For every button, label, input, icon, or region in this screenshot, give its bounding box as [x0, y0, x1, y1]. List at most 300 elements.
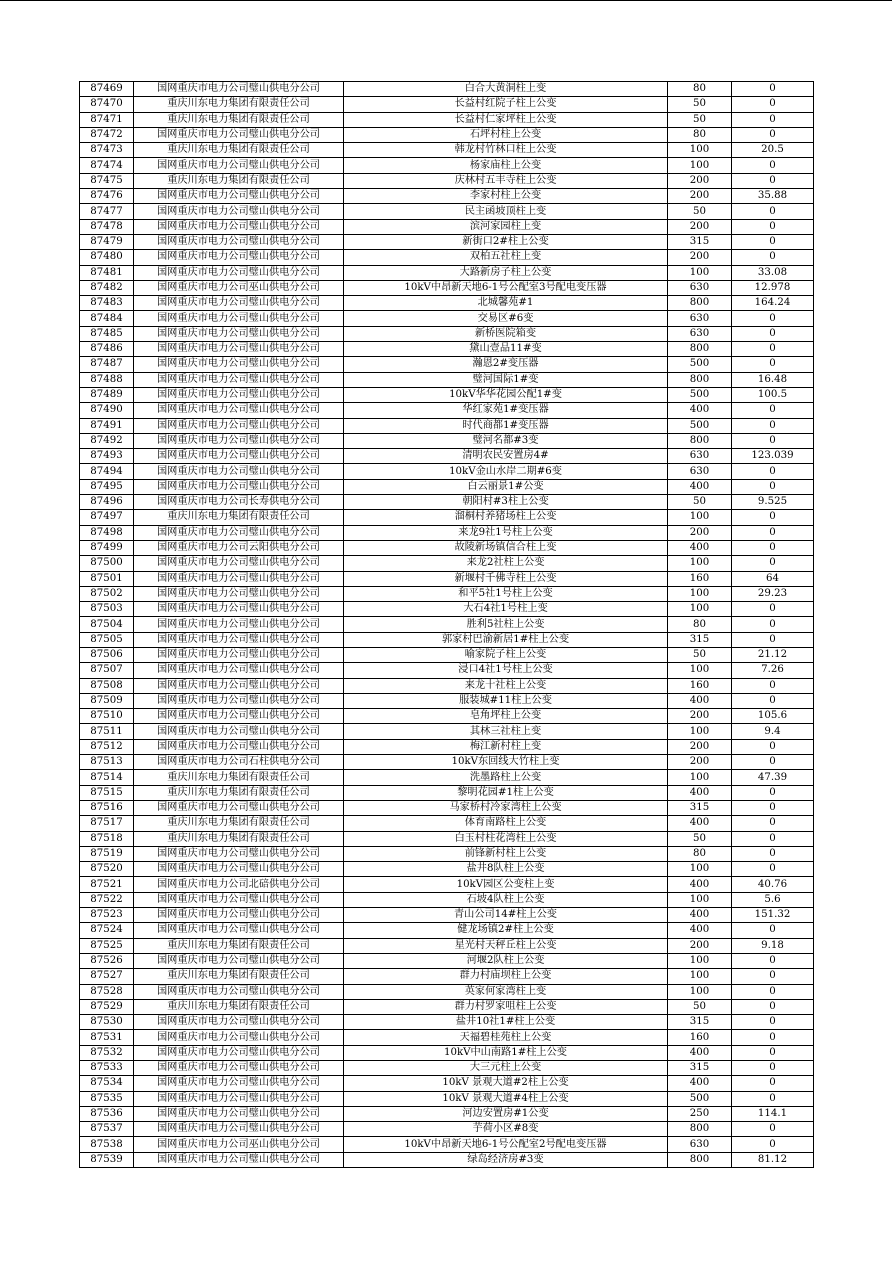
value-cell: 105.6: [732, 709, 814, 724]
transformer-name-cell: 长益村仁家坪柱上公变: [344, 112, 668, 127]
value-cell: 0: [732, 342, 814, 357]
row-id-cell: 87515: [80, 785, 134, 800]
capacity-cell: 100: [668, 892, 732, 907]
table-row: [80, 479, 814, 494]
table-row: [80, 969, 814, 984]
row-id-cell: 87498: [80, 525, 134, 540]
table-row: [80, 816, 814, 831]
table-row: [80, 999, 814, 1014]
value-cell: 0: [732, 357, 814, 372]
capacity-cell: 315: [668, 234, 732, 249]
table-row: [80, 265, 814, 280]
company-cell: 重庆川东电力集团有限责任公司: [134, 770, 344, 785]
capacity-cell: 80: [668, 617, 732, 632]
row-id-cell: 87522: [80, 892, 134, 907]
table-row: [80, 433, 814, 448]
transformer-name-cell: 滨河家园柱上变: [344, 219, 668, 234]
table-row: [80, 923, 814, 938]
capacity-cell: 200: [668, 709, 732, 724]
value-cell: 0: [732, 831, 814, 846]
transformer-name-cell: 和平5社1号柱上公变: [344, 586, 668, 601]
value-cell: 114.1: [732, 1106, 814, 1121]
row-id-cell: 87473: [80, 143, 134, 158]
capacity-cell: 50: [668, 495, 732, 510]
capacity-cell: 630: [668, 326, 732, 341]
table-row: [80, 97, 814, 112]
value-cell: 0: [732, 953, 814, 968]
row-id-cell: 87524: [80, 923, 134, 938]
capacity-cell: 100: [668, 265, 732, 280]
capacity-cell: 200: [668, 189, 732, 204]
row-id-cell: 87521: [80, 877, 134, 892]
capacity-cell: 315: [668, 800, 732, 815]
company-cell: 国网重庆市电力公司璧山供电分公司: [134, 586, 344, 601]
transformer-name-cell: 黎明花园#1柱上公变: [344, 785, 668, 800]
company-cell: 国网重庆市电力公司北碚供电分公司: [134, 877, 344, 892]
capacity-cell: 100: [668, 984, 732, 999]
table-row: [80, 1030, 814, 1045]
value-cell: 0: [732, 678, 814, 693]
company-cell: 国网重庆市电力公司云阳供电分公司: [134, 540, 344, 555]
row-id-cell: 87539: [80, 1152, 134, 1167]
transformer-name-cell: 天福碧桂苑柱上公变: [344, 1030, 668, 1045]
capacity-cell: 100: [668, 143, 732, 158]
value-cell: 0: [732, 82, 814, 97]
value-cell: 0: [732, 112, 814, 127]
value-cell: 33.08: [732, 265, 814, 280]
value-cell: 0: [732, 403, 814, 418]
table-row: [80, 296, 814, 311]
value-cell: 0: [732, 846, 814, 861]
table-row: [80, 953, 814, 968]
company-cell: 国网重庆市电力公司璧山供电分公司: [134, 908, 344, 923]
transformer-name-cell: 其林三社柱上变: [344, 724, 668, 739]
value-cell: 0: [732, 326, 814, 341]
value-cell: 40.76: [732, 877, 814, 892]
table-row: [80, 540, 814, 555]
table-row: [80, 342, 814, 357]
transformer-name-cell: 10kV中山南路1#柱上公变: [344, 1045, 668, 1060]
row-id-cell: 87526: [80, 953, 134, 968]
transformer-name-cell: 群力村罗家咀柱上公变: [344, 999, 668, 1014]
table-row: [80, 82, 814, 97]
transformer-name-cell: 盐井10社1#柱上公变: [344, 1015, 668, 1030]
row-id-cell: 87469: [80, 82, 134, 97]
row-id-cell: 87506: [80, 647, 134, 662]
transformer-name-cell: 10kV东回线大竹柱上变: [344, 755, 668, 770]
transformer-name-cell: 河堰2队柱上公变: [344, 953, 668, 968]
table-row: [80, 158, 814, 173]
row-id-cell: 87517: [80, 816, 134, 831]
table-row: [80, 831, 814, 846]
row-id-cell: 87516: [80, 800, 134, 815]
row-id-cell: 87527: [80, 969, 134, 984]
table-row: [80, 219, 814, 234]
company-cell: 国网重庆市电力公司璧山供电分公司: [134, 296, 344, 311]
row-id-cell: 87503: [80, 602, 134, 617]
row-id-cell: 87480: [80, 250, 134, 265]
transformer-name-cell: 溜桐村养猪场柱上公变: [344, 510, 668, 525]
capacity-cell: 200: [668, 938, 732, 953]
row-id-cell: 87528: [80, 984, 134, 999]
table-row: [80, 602, 814, 617]
table-row: [80, 127, 814, 142]
value-cell: 0: [732, 173, 814, 188]
transformer-name-cell: 浸口4社1号柱上公变: [344, 663, 668, 678]
value-cell: 100.5: [732, 387, 814, 402]
value-cell: 29.23: [732, 586, 814, 601]
company-cell: 国网重庆市电力公司璧山供电分公司: [134, 709, 344, 724]
transformer-name-cell: 芋荷小区#8变: [344, 1122, 668, 1137]
capacity-cell: 800: [668, 342, 732, 357]
value-cell: 0: [732, 1122, 814, 1137]
row-id-cell: 87511: [80, 724, 134, 739]
transformer-name-cell: 10kV 景观大道#2柱上公变: [344, 1076, 668, 1091]
capacity-cell: 630: [668, 1137, 732, 1152]
value-cell: 0: [732, 617, 814, 632]
row-id-cell: 87509: [80, 693, 134, 708]
transformer-name-cell: 交易区#6变: [344, 311, 668, 326]
capacity-cell: 800: [668, 372, 732, 387]
capacity-cell: 50: [668, 999, 732, 1014]
row-id-cell: 87481: [80, 265, 134, 280]
company-cell: 国网重庆市电力公司璧山供电分公司: [134, 189, 344, 204]
company-cell: 国网重庆市电力公司璧山供电分公司: [134, 1030, 344, 1045]
row-id-cell: 87501: [80, 571, 134, 586]
table-row: [80, 1091, 814, 1106]
table-row: [80, 632, 814, 647]
transformer-name-cell: 民主函坡顶柱上变: [344, 204, 668, 219]
row-id-cell: 87502: [80, 586, 134, 601]
capacity-cell: 100: [668, 663, 732, 678]
value-cell: 164.24: [732, 296, 814, 311]
value-cell: 0: [732, 693, 814, 708]
row-id-cell: 87523: [80, 908, 134, 923]
row-id-cell: 87520: [80, 862, 134, 877]
transformer-name-cell: 杨家庙柱上公变: [344, 158, 668, 173]
table-row: [80, 1137, 814, 1152]
table-row: [80, 724, 814, 739]
value-cell: 0: [732, 1137, 814, 1152]
table-row: [80, 908, 814, 923]
capacity-cell: 160: [668, 1030, 732, 1045]
value-cell: 0: [732, 433, 814, 448]
value-cell: 0: [732, 785, 814, 800]
table-row: [80, 250, 814, 265]
row-id-cell: 87484: [80, 311, 134, 326]
transformer-name-cell: 石坡4队柱上公变: [344, 892, 668, 907]
row-id-cell: 87519: [80, 846, 134, 861]
value-cell: 0: [732, 1076, 814, 1091]
row-id-cell: 87529: [80, 999, 134, 1014]
value-cell: 0: [732, 923, 814, 938]
transformer-table: [79, 81, 814, 1168]
capacity-cell: 100: [668, 510, 732, 525]
company-cell: 国网重庆市电力公司璧山供电分公司: [134, 234, 344, 249]
transformer-name-cell: 璧河名都#3变: [344, 433, 668, 448]
value-cell: 0: [732, 1091, 814, 1106]
company-cell: 国网重庆市电力公司璧山供电分公司: [134, 846, 344, 861]
capacity-cell: 315: [668, 1061, 732, 1076]
value-cell: 0: [732, 418, 814, 433]
company-cell: 国网重庆市电力公司巫山供电分公司: [134, 280, 344, 295]
value-cell: 9.525: [732, 495, 814, 510]
capacity-cell: 200: [668, 525, 732, 540]
capacity-cell: 630: [668, 464, 732, 479]
value-cell: 0: [732, 1045, 814, 1060]
transformer-name-cell: 星光村天秤丘柱上公变: [344, 938, 668, 953]
company-cell: 国网重庆市电力公司璧山供电分公司: [134, 265, 344, 280]
table-row: [80, 372, 814, 387]
value-cell: 81.12: [732, 1152, 814, 1167]
value-cell: 9.4: [732, 724, 814, 739]
transformer-name-cell: 瀚恩2#变压器: [344, 357, 668, 372]
row-id-cell: 87477: [80, 204, 134, 219]
value-cell: 0: [732, 510, 814, 525]
company-cell: 国网重庆市电力公司璧山供电分公司: [134, 632, 344, 647]
row-id-cell: 87494: [80, 464, 134, 479]
capacity-cell: 200: [668, 173, 732, 188]
value-cell: 16.48: [732, 372, 814, 387]
table-row: [80, 892, 814, 907]
value-cell: 7.26: [732, 663, 814, 678]
transformer-name-cell: 白云丽景1#公变: [344, 479, 668, 494]
company-cell: 国网重庆市电力公司璧山供电分公司: [134, 862, 344, 877]
transformer-name-cell: 健龙场镇2#柱上公变: [344, 923, 668, 938]
value-cell: 12.978: [732, 280, 814, 295]
table-row: [80, 1045, 814, 1060]
company-cell: 国网重庆市电力公司璧山供电分公司: [134, 693, 344, 708]
row-id-cell: 87483: [80, 296, 134, 311]
capacity-cell: 50: [668, 647, 732, 662]
row-id-cell: 87533: [80, 1061, 134, 1076]
transformer-name-cell: 青山公司14#柱上公变: [344, 908, 668, 923]
transformer-name-cell: 新街口2#柱上公变: [344, 234, 668, 249]
row-id-cell: 87507: [80, 663, 134, 678]
table-row: [80, 143, 814, 158]
capacity-cell: 800: [668, 1152, 732, 1167]
table-row: [80, 647, 814, 662]
row-id-cell: 87489: [80, 387, 134, 402]
value-cell: 0: [732, 525, 814, 540]
transformer-name-cell: 来龙2社柱上公变: [344, 556, 668, 571]
transformer-name-cell: 10kV中昂新天地6-1号公配室3号配电变压器: [344, 280, 668, 295]
row-id-cell: 87534: [80, 1076, 134, 1091]
capacity-cell: 500: [668, 418, 732, 433]
transformer-name-cell: 石坪村柱上公变: [344, 127, 668, 142]
capacity-cell: 800: [668, 296, 732, 311]
capacity-cell: 400: [668, 1045, 732, 1060]
company-cell: 国网重庆市电力公司璧山供电分公司: [134, 800, 344, 815]
row-id-cell: 87530: [80, 1015, 134, 1030]
value-cell: 0: [732, 1061, 814, 1076]
capacity-cell: 500: [668, 1091, 732, 1106]
row-id-cell: 87508: [80, 678, 134, 693]
row-id-cell: 87485: [80, 326, 134, 341]
row-id-cell: 87525: [80, 938, 134, 953]
company-cell: 国网重庆市电力公司璧山供电分公司: [134, 724, 344, 739]
company-cell: 重庆川东电力集团有限责任公司: [134, 510, 344, 525]
value-cell: 0: [732, 540, 814, 555]
capacity-cell: 50: [668, 204, 732, 219]
company-cell: 重庆川东电力集团有限责任公司: [134, 969, 344, 984]
capacity-cell: 100: [668, 969, 732, 984]
company-cell: 国网重庆市电力公司璧山供电分公司: [134, 1061, 344, 1076]
capacity-cell: 400: [668, 479, 732, 494]
row-id-cell: 87505: [80, 632, 134, 647]
company-cell: 国网重庆市电力公司璧山供电分公司: [134, 464, 344, 479]
transformer-name-cell: 新桥医院箱变: [344, 326, 668, 341]
capacity-cell: 80: [668, 127, 732, 142]
value-cell: 0: [732, 158, 814, 173]
company-cell: 国网重庆市电力公司璧山供电分公司: [134, 1015, 344, 1030]
table-row: [80, 387, 814, 402]
row-id-cell: 87518: [80, 831, 134, 846]
company-cell: 国网重庆市电力公司璧山供电分公司: [134, 372, 344, 387]
capacity-cell: 80: [668, 846, 732, 861]
capacity-cell: 630: [668, 280, 732, 295]
capacity-cell: 400: [668, 877, 732, 892]
capacity-cell: 400: [668, 540, 732, 555]
table-row: [80, 510, 814, 525]
row-id-cell: 87476: [80, 189, 134, 204]
table-row: [80, 280, 814, 295]
table-row: [80, 1122, 814, 1137]
capacity-cell: 50: [668, 831, 732, 846]
value-cell: 0: [732, 219, 814, 234]
capacity-cell: 400: [668, 816, 732, 831]
table-row: [80, 938, 814, 953]
capacity-cell: 100: [668, 724, 732, 739]
row-id-cell: 87470: [80, 97, 134, 112]
company-cell: 重庆川东电力集团有限责任公司: [134, 831, 344, 846]
row-id-cell: 87510: [80, 709, 134, 724]
table-row: [80, 571, 814, 586]
table-row: [80, 556, 814, 571]
capacity-cell: 160: [668, 571, 732, 586]
transformer-name-cell: 大路新房子柱上公变: [344, 265, 668, 280]
value-cell: 0: [732, 479, 814, 494]
row-id-cell: 87500: [80, 556, 134, 571]
transformer-name-cell: 朝阳村#3柱上公变: [344, 495, 668, 510]
table-row: [80, 617, 814, 632]
value-cell: 0: [732, 739, 814, 754]
row-id-cell: 87495: [80, 479, 134, 494]
company-cell: 国网重庆市电力公司璧山供电分公司: [134, 1152, 344, 1167]
value-cell: 0: [732, 97, 814, 112]
transformer-name-cell: 来龙9社1号柱上公变: [344, 525, 668, 540]
company-cell: 国网重庆市电力公司璧山供电分公司: [134, 525, 344, 540]
capacity-cell: 100: [668, 953, 732, 968]
row-id-cell: 87537: [80, 1122, 134, 1137]
transformer-name-cell: 故陵新场镇信合柱上变: [344, 540, 668, 555]
transformer-name-cell: 清明农民安置房4#: [344, 449, 668, 464]
value-cell: 0: [732, 1015, 814, 1030]
capacity-cell: 80: [668, 82, 732, 97]
value-cell: 0: [732, 311, 814, 326]
row-id-cell: 87475: [80, 173, 134, 188]
table-row: [80, 418, 814, 433]
row-id-cell: 87474: [80, 158, 134, 173]
capacity-cell: 315: [668, 632, 732, 647]
capacity-cell: 100: [668, 158, 732, 173]
value-cell: 0: [732, 632, 814, 647]
table-row: [80, 755, 814, 770]
table-row: [80, 234, 814, 249]
row-id-cell: 87490: [80, 403, 134, 418]
row-id-cell: 87487: [80, 357, 134, 372]
company-cell: 国网重庆市电力公司璧山供电分公司: [134, 449, 344, 464]
value-cell: 9.18: [732, 938, 814, 953]
company-cell: 国网重庆市电力公司璧山供电分公司: [134, 663, 344, 678]
transformer-name-cell: 时代商都1#变压器: [344, 418, 668, 433]
value-cell: 0: [732, 602, 814, 617]
capacity-cell: 400: [668, 923, 732, 938]
transformer-name-cell: 黛山壹品11#变: [344, 342, 668, 357]
transformer-name-cell: 服装城#11柱上公变: [344, 693, 668, 708]
company-cell: 国网重庆市电力公司石柱供电分公司: [134, 755, 344, 770]
capacity-cell: 200: [668, 755, 732, 770]
table-row: [80, 464, 814, 479]
transformer-name-cell: 大三元柱上公变: [344, 1061, 668, 1076]
company-cell: 国网重庆市电力公司璧山供电分公司: [134, 418, 344, 433]
table-row: [80, 663, 814, 678]
transformer-name-cell: 10kV中昂新天地6-1号公配室2号配电变压器: [344, 1137, 668, 1152]
transformer-name-cell: 新堰村千佛寺柱上公变: [344, 571, 668, 586]
table-row: [80, 846, 814, 861]
row-id-cell: 87472: [80, 127, 134, 142]
company-cell: 国网重庆市电力公司璧山供电分公司: [134, 1106, 344, 1121]
value-cell: 5.6: [732, 892, 814, 907]
value-cell: 0: [732, 556, 814, 571]
row-id-cell: 87532: [80, 1045, 134, 1060]
table-row: [80, 678, 814, 693]
company-cell: 国网重庆市电力公司璧山供电分公司: [134, 204, 344, 219]
company-cell: 国网重庆市电力公司璧山供电分公司: [134, 923, 344, 938]
company-cell: 国网重庆市电力公司璧山供电分公司: [134, 617, 344, 632]
row-id-cell: 87531: [80, 1030, 134, 1045]
capacity-cell: 100: [668, 556, 732, 571]
transformer-name-cell: 皂角坪柱上公变: [344, 709, 668, 724]
company-cell: 国网重庆市电力公司巫山供电分公司: [134, 1137, 344, 1152]
capacity-cell: 630: [668, 449, 732, 464]
transformer-name-cell: 洗墨路柱上公变: [344, 770, 668, 785]
capacity-cell: 400: [668, 403, 732, 418]
capacity-cell: 100: [668, 862, 732, 877]
value-cell: 0: [732, 1030, 814, 1045]
table-row: [80, 693, 814, 708]
transformer-name-cell: 梅江新村柱上变: [344, 739, 668, 754]
table-row: [80, 326, 814, 341]
row-id-cell: 87513: [80, 755, 134, 770]
table-row: [80, 877, 814, 892]
row-id-cell: 87536: [80, 1106, 134, 1121]
company-cell: 国网重庆市电力公司璧山供电分公司: [134, 342, 344, 357]
company-cell: 国网重庆市电力公司璧山供电分公司: [134, 1122, 344, 1137]
row-id-cell: 87488: [80, 372, 134, 387]
transformer-name-cell: 体育南路柱上公变: [344, 816, 668, 831]
row-id-cell: 87538: [80, 1137, 134, 1152]
table-row: [80, 204, 814, 219]
row-id-cell: 87492: [80, 433, 134, 448]
transformer-name-cell: 前锋新村柱上公变: [344, 846, 668, 861]
capacity-cell: 630: [668, 311, 732, 326]
transformer-name-cell: 双柏五社柱上变: [344, 250, 668, 265]
row-id-cell: 87497: [80, 510, 134, 525]
company-cell: 国网重庆市电力公司璧山供电分公司: [134, 82, 344, 97]
row-id-cell: 87535: [80, 1091, 134, 1106]
company-cell: 国网重庆市电力公司璧山供电分公司: [134, 219, 344, 234]
